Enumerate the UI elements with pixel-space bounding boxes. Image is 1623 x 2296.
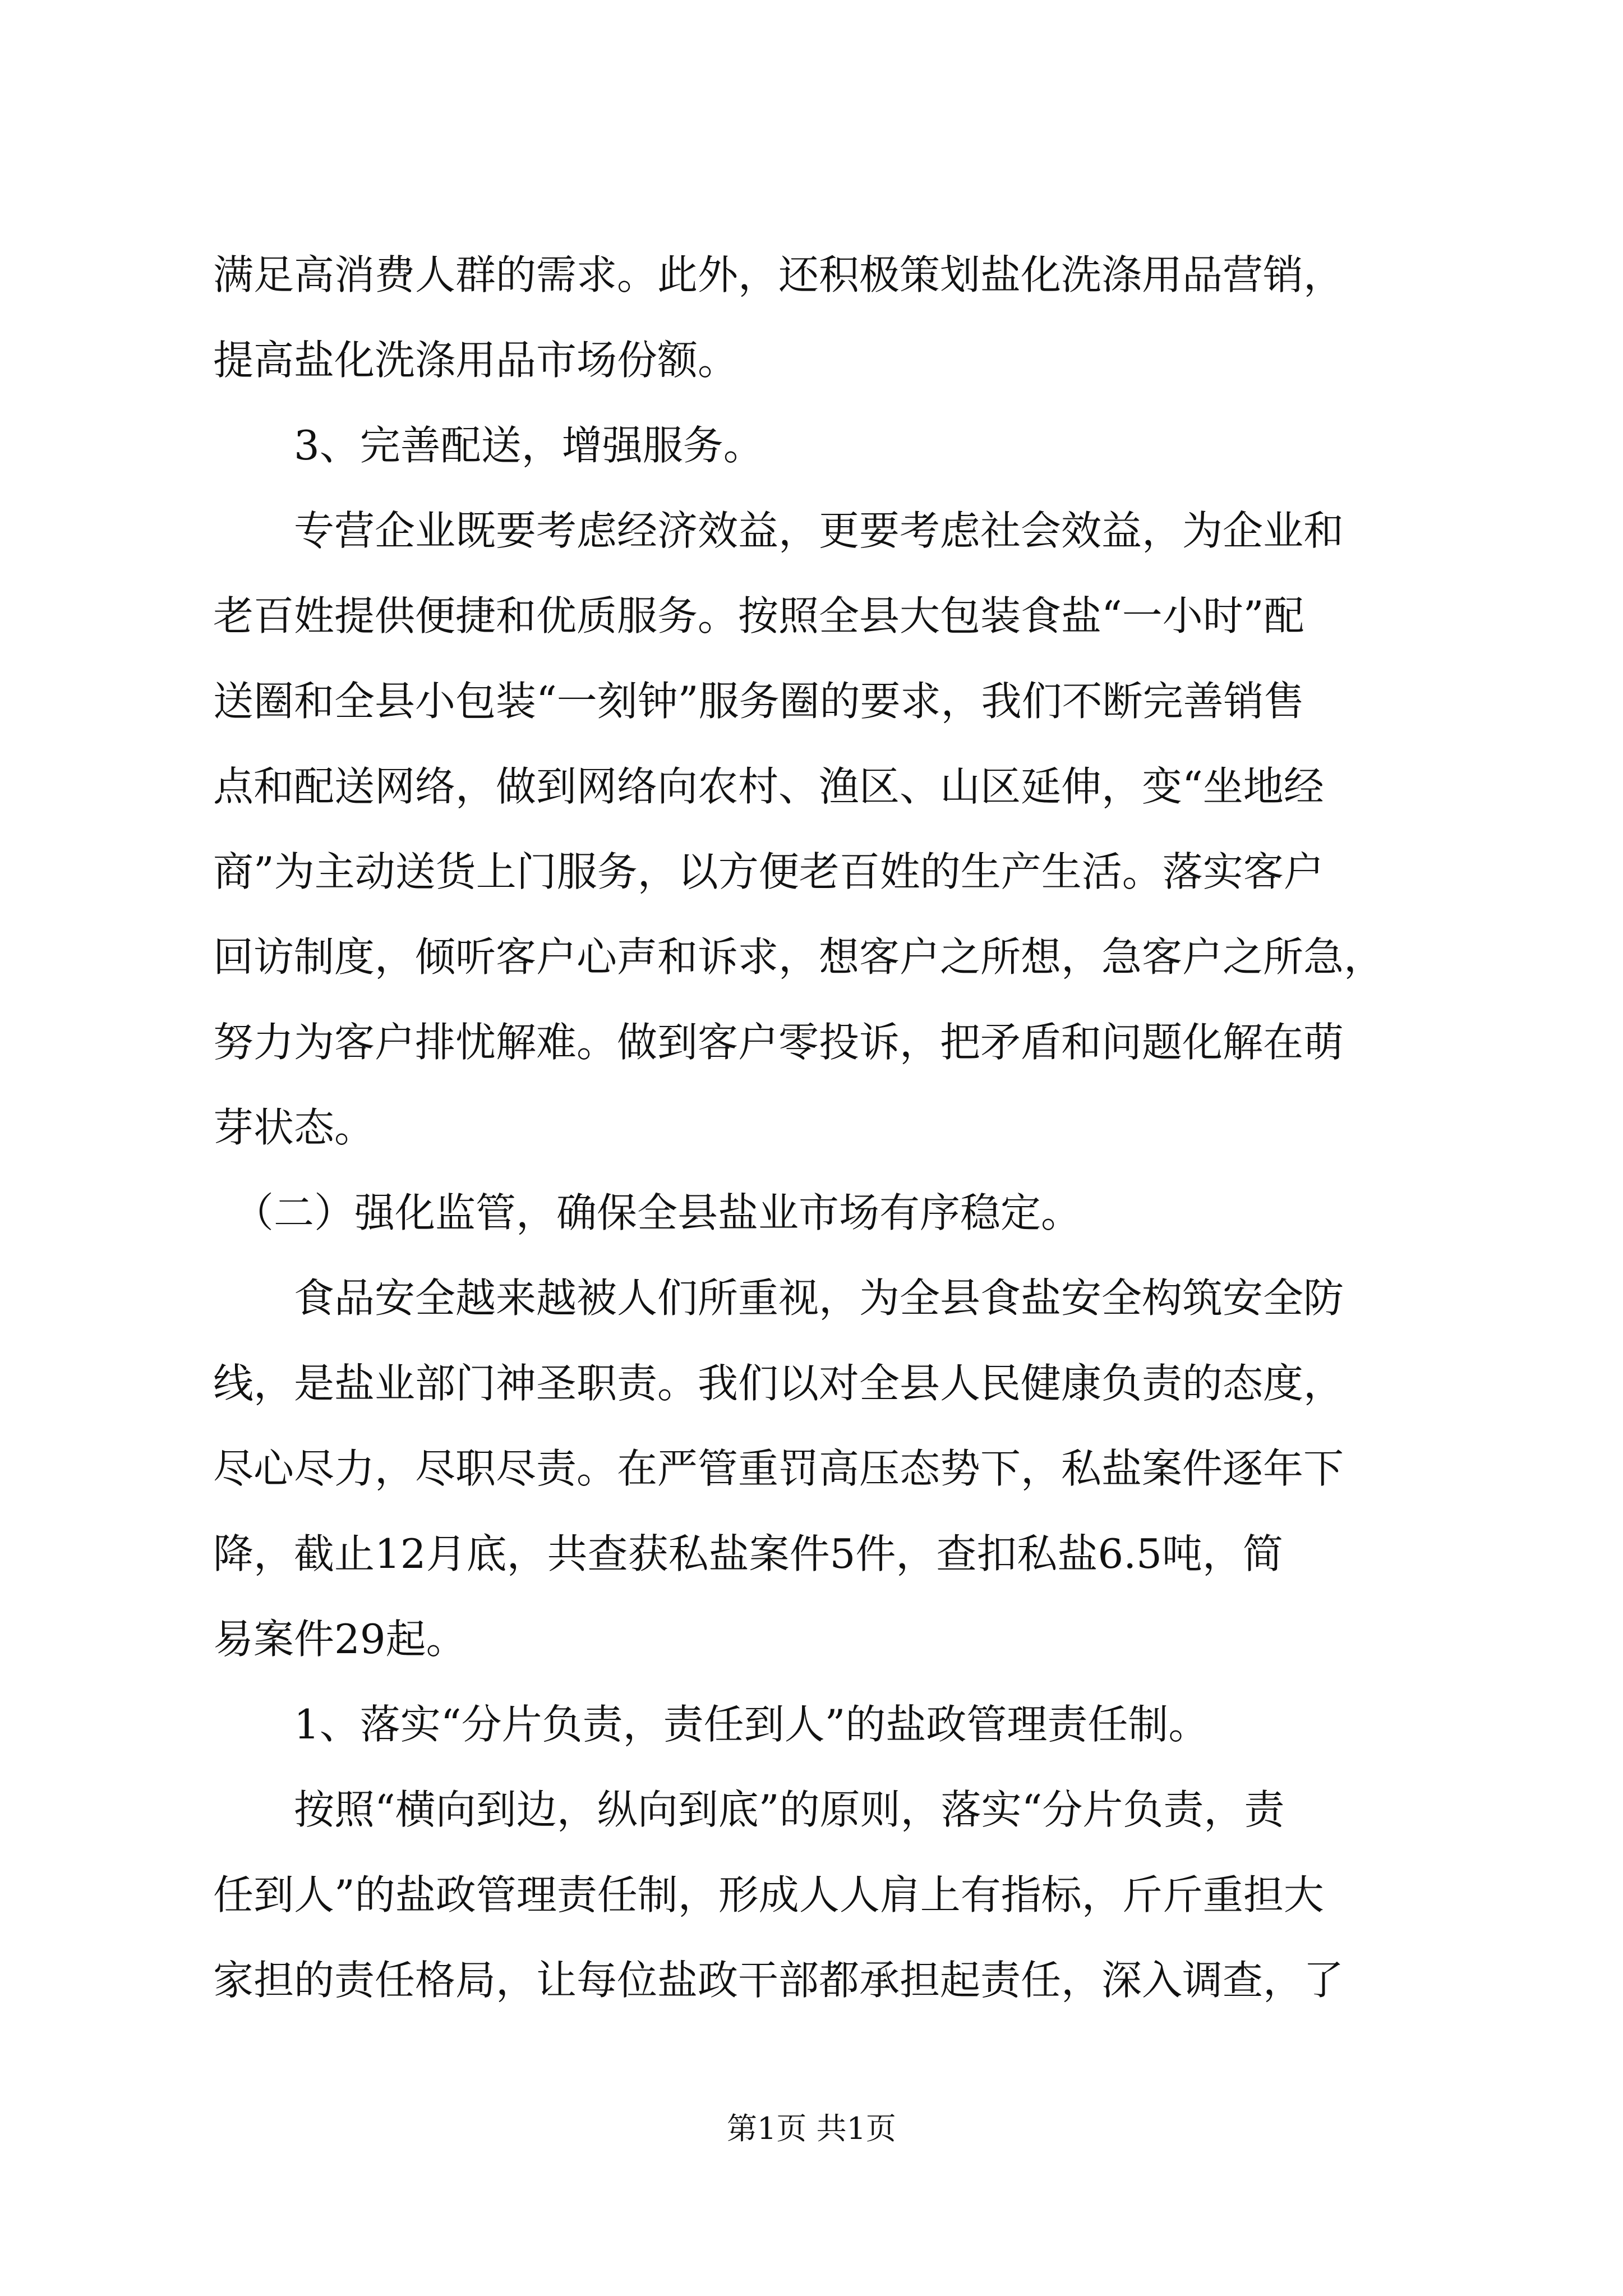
text-line: 点和配送网络，做到网络向农村、渔区、山区延伸，变“坐地经 [213, 763, 1324, 810]
text-line: 努力为客户排忧解难。做到客户零投诉，把矛盾和问题化解在萌 [213, 1019, 1344, 1066]
text-line: 送圈和全县小包装“一刻钟”服务圈的要求，我们不断完善销售 [213, 678, 1304, 725]
text-line: 专营企业既要考虑经济效益，更要考虑社会效益，为企业和 [213, 507, 1344, 554]
text-line: 3、完善配送，增强服务。 [213, 422, 764, 469]
text-line: 降，截止12月底，共查获私盐案件5件，查扣私盐6.5吨，简 [213, 1530, 1283, 1577]
text-line: 满足高消费人群的需求。此外，还积极策划盐化洗涤用品营销， [213, 251, 1344, 298]
text-line: 易案件29起。 [213, 1616, 467, 1663]
text-line: 老百姓提供便捷和优质服务。按照全县大包装食盐“一小时”配 [213, 592, 1304, 639]
subsection-heading: 1、落实“分片负责，责任到人”的盐政管理责任制。 [213, 1701, 1209, 1748]
text-line: 商”为主动送货上门服务，以方便老百姓的生产生活。落实客户 [213, 848, 1324, 895]
text-line: 任到人”的盐政管理责任制，形成人人肩上有指标，斤斤重担大 [213, 1871, 1324, 1918]
text-line: 芽状态。 [213, 1104, 375, 1151]
page-footer: 第1页 共1页 [727, 2111, 896, 2146]
text-line: 回访制度，倾听客户心声和诉求，想客户之所想，急客户之所急， [213, 933, 1385, 981]
text-line: 线，是盐业部门神圣职责。我们以对全县人民健康负责的态度， [213, 1360, 1344, 1407]
text-line: 尽心尽力，尽职尽责。在严管重罚高压态势下，私盐案件逐年下 [213, 1445, 1344, 1492]
text-line: 家担的责任格局，让每位盐政干部都承担起责任，深入调查，了 [213, 1957, 1344, 2004]
text-line: 按照“横向到边，纵向到底”的原则，落实“分片负责，责 [213, 1786, 1285, 1833]
section-heading: （二）强化监管，确保全县盐业市场有序稳定。 [213, 1189, 1082, 1236]
text-line: 提高盐化洗涤用品市场份额。 [213, 337, 739, 384]
text-line: 食品安全越来越被人们所重视，为全县食盐安全构筑安全防 [213, 1274, 1344, 1322]
